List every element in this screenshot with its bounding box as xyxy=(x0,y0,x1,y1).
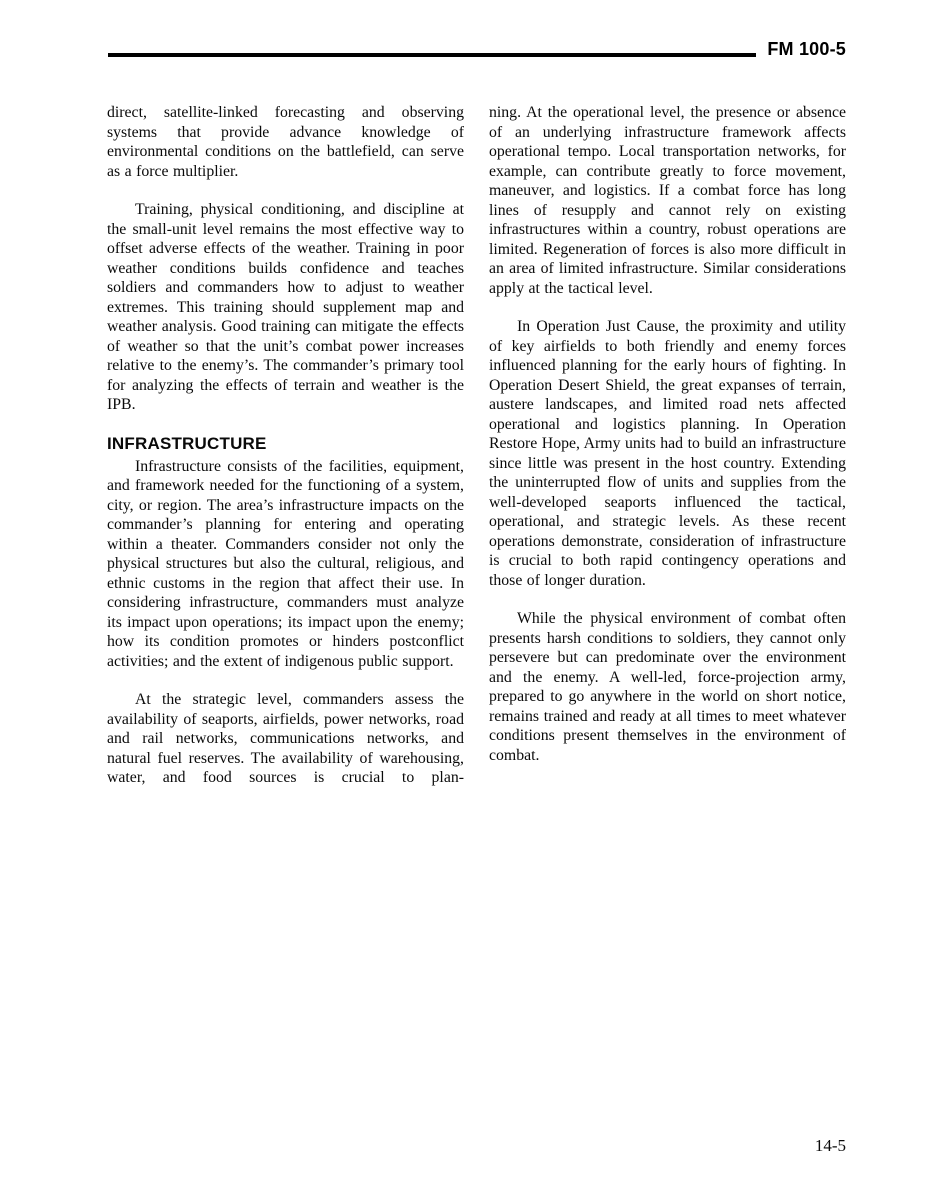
paragraph-strategic-level: At the strategic level, commanders assess the availability of seaports, airfields, power networks, road and rail networks, communications networks, and natural fuel reserves. The availability of warehousing, water, and food sources is crucial to plan- xyxy=(107,691,464,786)
paragraph-operational-level: ning. At the operational level, the presence or absence of an underlying infrastructure framework affects operational tempo. Local transportation networks, for example, can contribute greatly to force movement, maneuver, and logistics. If a combat force has long lines of resupply and cannot rely on existing infrastructures within a country, robust operations are limited. Regeneration of forces is also more difficult in an area of limited infrastructure. Similar considerations apply at the tactical level. xyxy=(489,104,846,297)
paragraph-infrastructure-definition: Infrastructure consists of the facilities, equipment, and framework needed for the functioning of a system, city, or region. The area’s infrastructure impacts on the commander’s planning for entering and operating within a theater. Commanders consider not only the physical structures but also the cultural, religious, and ethnic customs in the region that affect their use. In considering infrastructure, commanders must analyze its impact upon operations; its impact upon the enemy; how its condition promotes or hinders postconflict activities; and the extent of indigenous public support. xyxy=(107,457,464,670)
paragraph-conclusion: While the physical environment of combat often presents harsh conditions to soldiers, they cannot only persevere but can predominate over the environment and the enemy. A well-led, force-projection army, prepared to go anywhere in the world on short notice, remains trained and ready at all times to meet whatever conditions present themselves in the environment of combat. xyxy=(489,610,846,764)
header-rule xyxy=(108,53,756,57)
paragraph-operations-examples: In Operation Just Cause, the proximity and utility of key airfields to both friendly and enemy forces influenced planning for the early hours of fighting. In Operation Desert Shield, the great expanses of terrain, austere landscapes, and limited road nets affected operational and logistics planning. In Operation Restore Hope, Army units had to build an infrastructure since little was present in the host country. Extending the uninterrupted flow of units and supplies from the well-developed seaports influenced the tactical, operational, and strategic levels. As these recent operations demonstrate, consideration of infrastructure is crucial to both rapid contingency operations and those of longer duration. xyxy=(489,318,846,589)
section-heading-infrastructure: INFRASTRUCTURE xyxy=(107,433,267,453)
page-number: 14-5 xyxy=(814,1136,846,1155)
right-column xyxy=(489,103,846,807)
page-header xyxy=(108,38,846,62)
body-columns xyxy=(107,103,846,807)
left-column xyxy=(107,103,464,807)
paragraph-training: Training, physical conditioning, and discipline at the small-unit level remains the most effective way to offset adverse effects of the weather. Training in poor weather conditions builds confidence and teaches soldiers and commanders how to adjust to weather extremes. This training should supplement map and weather analysis. Good training can mitigate the effects of weather so that the unit’s combat power increases relative to the enemy’s. The commander’s primary tool for analyzing the effects of terrain and weather is the IPB. xyxy=(107,201,464,413)
paragraph-weather-systems: direct, satellite-linked forecasting and observing systems that provide advance knowledge of environmental conditions on the battlefield, can serve as a force multiplier. xyxy=(107,104,464,180)
manual-code: FM 100-5 xyxy=(767,39,846,59)
